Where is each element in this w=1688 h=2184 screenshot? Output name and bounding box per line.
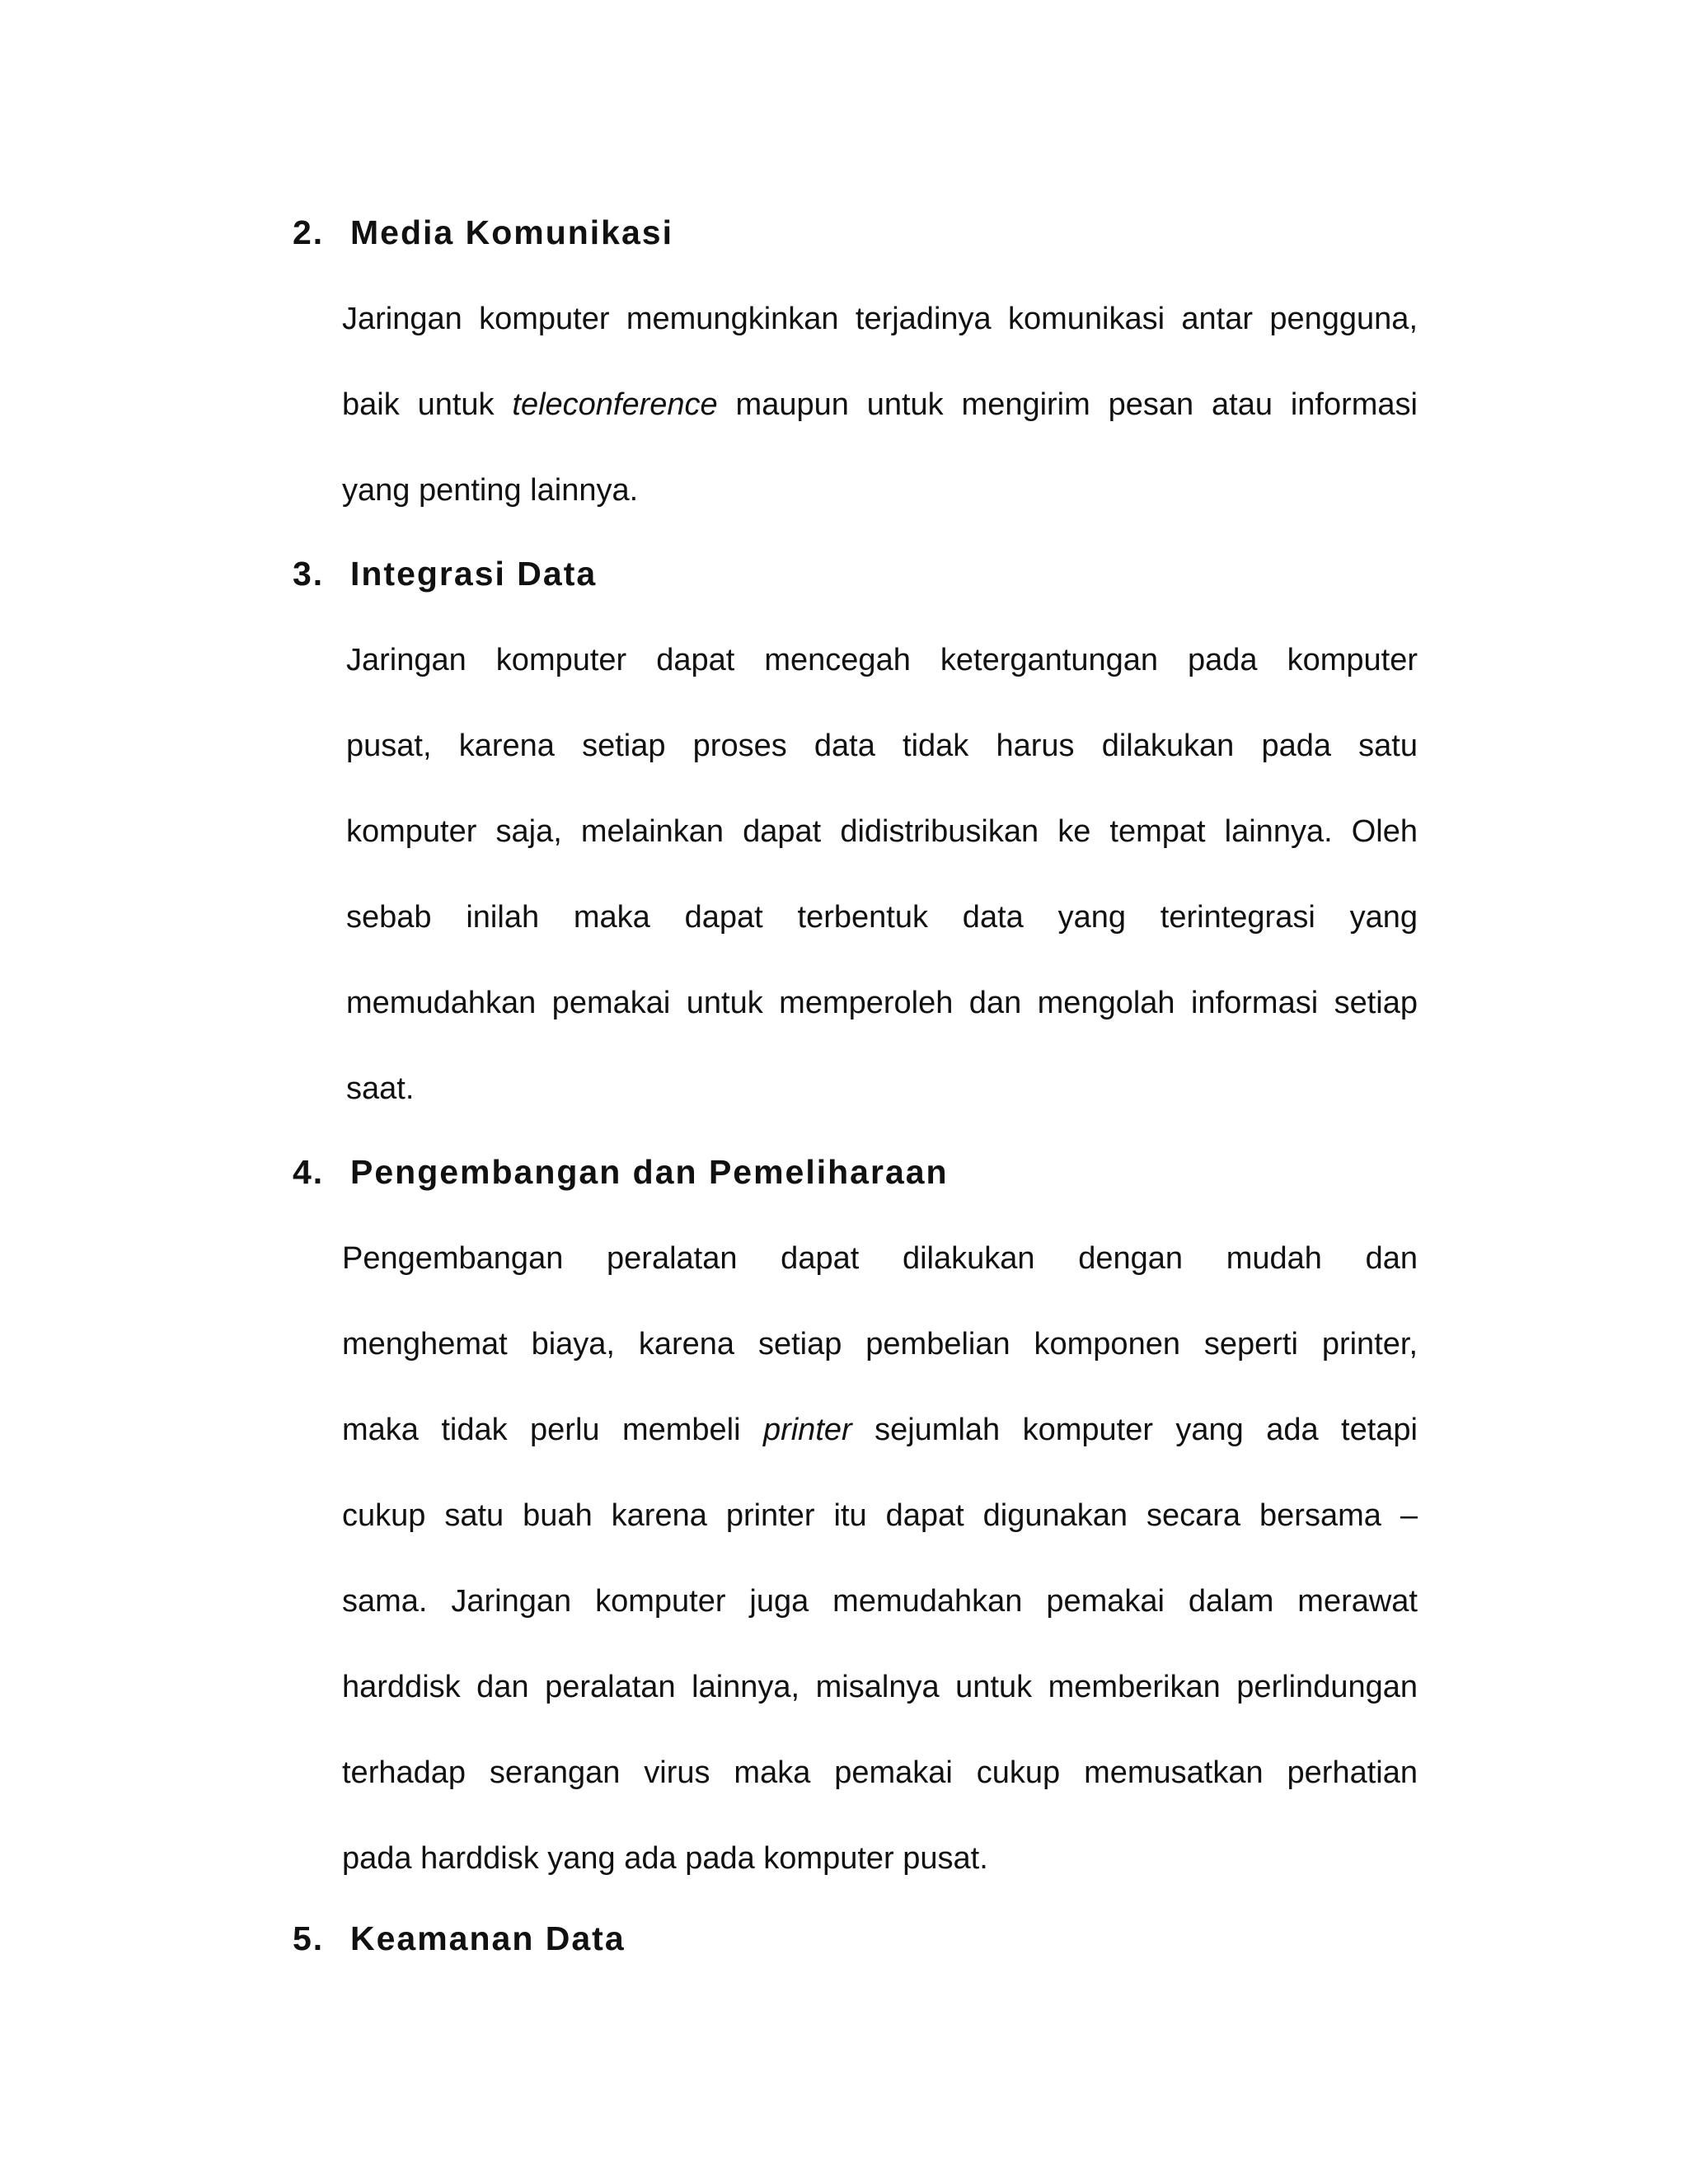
text-segment: Jaringan komputer dapat mencegah ketergantungan pada komputer: [346, 643, 1418, 677]
paragraph-line: [342, 1644, 1418, 1730]
paragraph-line: [342, 448, 1418, 533]
text-segment: sejumlah komputer yang ada tetapi: [851, 1413, 1418, 1447]
text-segment: maupun untuk mengirim pesan atau informasi: [717, 387, 1418, 422]
text-segment: Pengembangan peralatan dapat dilakukan dengan mudah dan: [342, 1241, 1418, 1276]
text-segment: maka tidak perlu membeli: [342, 1413, 763, 1447]
paragraph-line: [346, 789, 1418, 874]
text-segment: pada harddisk yang ada pada komputer pusat.: [342, 1841, 988, 1876]
paragraph-line: [346, 874, 1418, 960]
italic-term: teleconference: [512, 387, 718, 422]
section-number: 2.: [293, 213, 325, 251]
paragraph-line: [342, 1216, 1418, 1301]
section-number: 3.: [293, 555, 325, 593]
paragraph-line: [342, 1816, 1418, 1901]
section-paragraph: [346, 617, 1418, 1132]
paragraph-line: [346, 617, 1418, 703]
text-segment: Jaringan komputer memungkinkan terjadinya komunikasi antar pengguna,: [342, 302, 1418, 336]
paragraph-line: [346, 703, 1418, 789]
section-number: 4.: [293, 1153, 325, 1191]
paragraph-line: [346, 960, 1418, 1046]
paragraph-line: [342, 1387, 1418, 1473]
section-paragraph: [342, 276, 1418, 533]
text-segment: komputer saja, melainkan dapat didistribusikan ke tempat lainnya. Oleh: [346, 814, 1418, 849]
paragraph-line: [342, 1473, 1418, 1558]
section-paragraph: [342, 1216, 1418, 1901]
text-segment: saat.: [346, 1071, 415, 1106]
section-heading: [293, 1151, 949, 1193]
section-title: Integrasi Data: [350, 555, 598, 593]
paragraph-line: [342, 1558, 1418, 1644]
italic-term: printer: [762, 1413, 852, 1447]
section-heading: [293, 1918, 626, 1959]
text-segment: sama. Jaringan komputer juga memudahkan pemakai dalam merawat: [342, 1584, 1418, 1619]
section-heading: [293, 553, 597, 594]
text-segment: baik untuk: [342, 387, 513, 422]
paragraph-line: [342, 362, 1418, 448]
text-segment: sebab inilah maka dapat terbentuk data yang terintegrasi yang: [346, 900, 1418, 935]
paragraph-line: [346, 1046, 1418, 1132]
section-title: Keamanan Data: [350, 1919, 626, 1957]
text-segment: menghemat biaya, karena setiap pembelian komponen seperti printer,: [342, 1327, 1418, 1361]
text-segment: terhadap serangan virus maka pemakai cukup memusatkan perhatian: [342, 1755, 1418, 1790]
text-segment: cukup satu buah karena printer itu dapat digunakan secara bersama –: [342, 1498, 1418, 1533]
section-number: 5.: [293, 1919, 325, 1957]
paragraph-line: [342, 276, 1418, 362]
paragraph-line: [342, 1730, 1418, 1816]
section-title: Media Komunikasi: [350, 213, 673, 251]
text-segment: memudahkan pemakai untuk memperoleh dan mengolah informasi setiap: [346, 986, 1418, 1020]
paragraph-line: [342, 1301, 1418, 1387]
text-segment: harddisk dan peralatan lainnya, misalnya untuk memberikan perlindungan: [342, 1670, 1418, 1704]
text-segment: yang penting lainnya.: [342, 473, 639, 508]
section-title: Pengembangan dan Pemeliharaan: [350, 1153, 949, 1191]
section-heading: [293, 212, 673, 253]
text-segment: pusat, karena setiap proses data tidak harus dilakukan pada satu: [346, 729, 1418, 763]
